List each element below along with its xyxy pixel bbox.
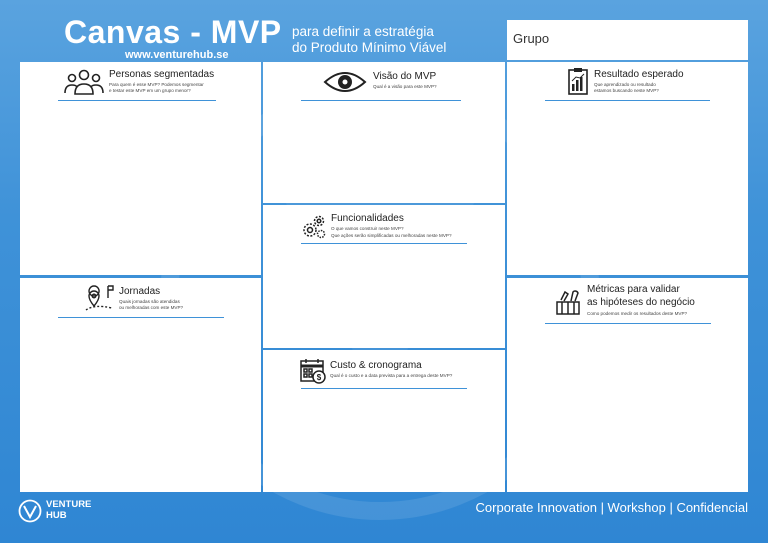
group-label: Grupo [513, 31, 550, 46]
funcionalidades-title: Funcionalidades [331, 213, 404, 224]
tools-icon [555, 288, 581, 316]
funcionalidades-desc-2: Que ações serão simplificadas ou melhoradas neste MVP? [331, 233, 452, 238]
personas-desc-2: e testar este MVP em um grupo menor? [109, 88, 191, 93]
panel-metricas[interactable] [507, 278, 748, 492]
subtitle-line-2: do Produto Mínimo Viável [292, 40, 447, 55]
resultado-underline [545, 100, 710, 101]
personas-desc-1: Para quem é esse MVP? Podemos segmentar [109, 82, 204, 87]
personas-underline [58, 100, 216, 101]
map-pin-flag-icon [84, 284, 116, 312]
people-icon [64, 68, 104, 96]
group-field[interactable] [507, 20, 748, 60]
footer-text: Corporate Innovation | Workshop | Confidencial [475, 500, 748, 515]
panel-personas[interactable] [20, 62, 261, 275]
metricas-title-2: as hipóteses do negócio [587, 297, 695, 308]
metricas-underline [545, 323, 711, 324]
custo-title: Custo & cronograma [330, 360, 422, 371]
eye-icon [323, 70, 367, 94]
resultado-title: Resultado esperado [594, 69, 684, 80]
panel-funcionalidades[interactable] [263, 205, 505, 348]
funcionalidades-underline [301, 243, 467, 244]
jornadas-underline [58, 317, 224, 318]
custo-underline [301, 388, 467, 389]
panel-jornadas[interactable] [20, 278, 261, 492]
resultado-desc-1: Que aprendizado ou resultado [594, 82, 656, 87]
website-url: www.venturehub.se [125, 49, 229, 61]
svg-text:$: $ [316, 373, 322, 382]
page-title: Canvas - MVP [64, 14, 282, 50]
logo-line-2: HUB [46, 510, 67, 521]
jornadas-title: Jornadas [119, 286, 161, 297]
visao-title: Visão do MVP [373, 71, 437, 82]
calendar-dollar-icon [299, 357, 327, 385]
visao-desc-1: Qual é a visão para este MVP? [373, 84, 437, 89]
panel-custo[interactable] [263, 350, 505, 492]
footer-logo-text [46, 499, 91, 521]
venturehub-logo-icon [18, 499, 42, 523]
gears-icon [299, 213, 327, 241]
jornadas-desc-1: Quais jornadas são atendidas [119, 299, 180, 304]
visao-underline [301, 100, 461, 101]
personas-title: Personas segmentadas [109, 69, 215, 80]
chart-clipboard-icon [567, 67, 589, 95]
logo-line-1: VENTURE [46, 499, 92, 510]
custo-desc-1: Qual é o custo e a data prevista para a entrega deste MVP? [330, 373, 453, 378]
jornadas-desc-2: ou melhoradas com este MVP? [119, 305, 184, 310]
resultado-desc-2: estamos buscando neste MVP? [594, 88, 659, 93]
metricas-title-1: Métricas para validar [587, 284, 680, 295]
subtitle-line-1: para definir a estratégia [292, 24, 434, 39]
metricas-desc-1: Como podemos medir os resultados deste MVP? [587, 311, 688, 316]
page-subtitle [292, 24, 446, 56]
panel-resultado[interactable] [507, 62, 748, 275]
panel-visao[interactable] [263, 62, 505, 203]
funcionalidades-desc-1: O que vamos construir neste MVP? [331, 226, 404, 231]
